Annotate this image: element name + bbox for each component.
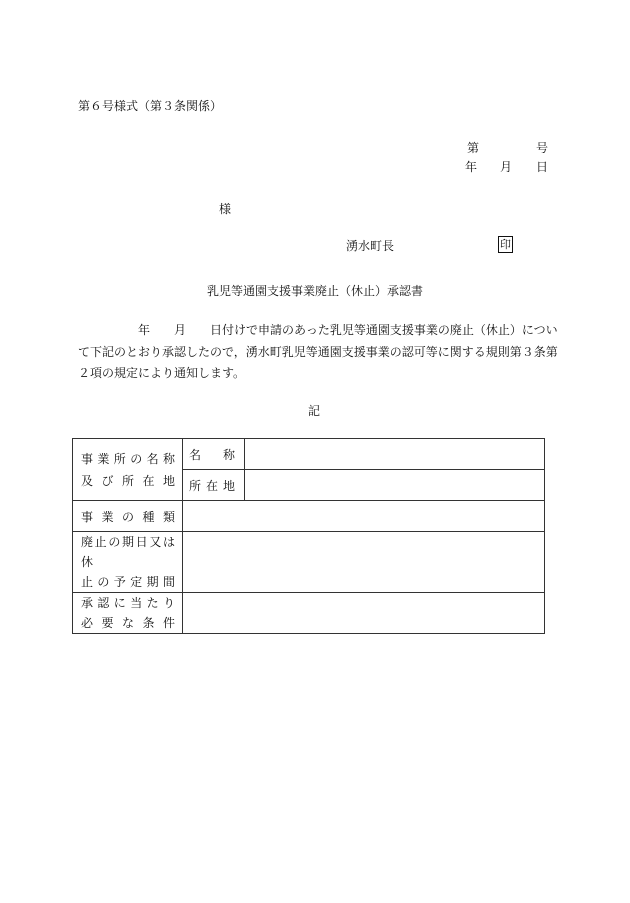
form-number: 第６号様式（第３条関係） [78,99,223,113]
body-line: て下記のとおり承認したので，湧水町乳児等通園支援事業の認可等に関する規則第３条第 [78,344,558,359]
office-label-line2: 及び所在地 [81,473,175,488]
date-year: 年 [465,160,478,174]
table-row [73,439,545,470]
period-label-cell [73,532,183,593]
body-line: 年 月 日付けで申請のあった乳児等通園支援事業の廃止（休止）につい [78,323,558,337]
name-label-cell [183,439,245,470]
date-day: 日 [536,160,549,174]
sender-name: 湧水町長 [346,239,395,253]
conditions-label-line1: 承認に当たり [81,596,175,610]
conditions-value-cell[interactable] [183,593,545,634]
period-label-line2: 止の予定期間 [81,575,175,589]
period-value-cell[interactable] [183,532,545,593]
body-paragraph [78,320,558,385]
office-label-cell [73,439,183,501]
conditions-label-line2: 必要な条件 [81,616,175,630]
seal-mark: 印 [500,238,511,251]
business-type-label: 事業の種類 [81,509,175,524]
address-label-cell [183,470,245,501]
address-value-cell[interactable] [245,470,545,501]
table-row [73,593,545,634]
recipient-honorific: 様 [219,202,232,216]
table-row [73,532,545,593]
table-row [73,501,545,532]
conditions-label-cell [73,593,183,634]
business-type-value-cell[interactable] [183,501,545,532]
details-table [72,438,545,634]
date-month: 月 [500,160,513,174]
office-label-line1: 事業所の名称 [81,451,175,466]
name-label: 名 称 [189,447,235,462]
business-type-label-cell [73,501,183,532]
period-label-line1: 廃止の期日又は休 [81,535,175,569]
document-title: 乳児等通園支援事業廃止（休止）承認書 [207,284,424,298]
ki-heading: 記 [308,404,321,418]
body-line: ２項の規定により通知します。 [78,366,246,380]
doc-number-suffix: 号 [536,141,549,155]
address-label: 所在地 [189,478,235,493]
doc-number-prefix: 第 [467,141,480,155]
name-value-cell[interactable] [245,439,545,470]
